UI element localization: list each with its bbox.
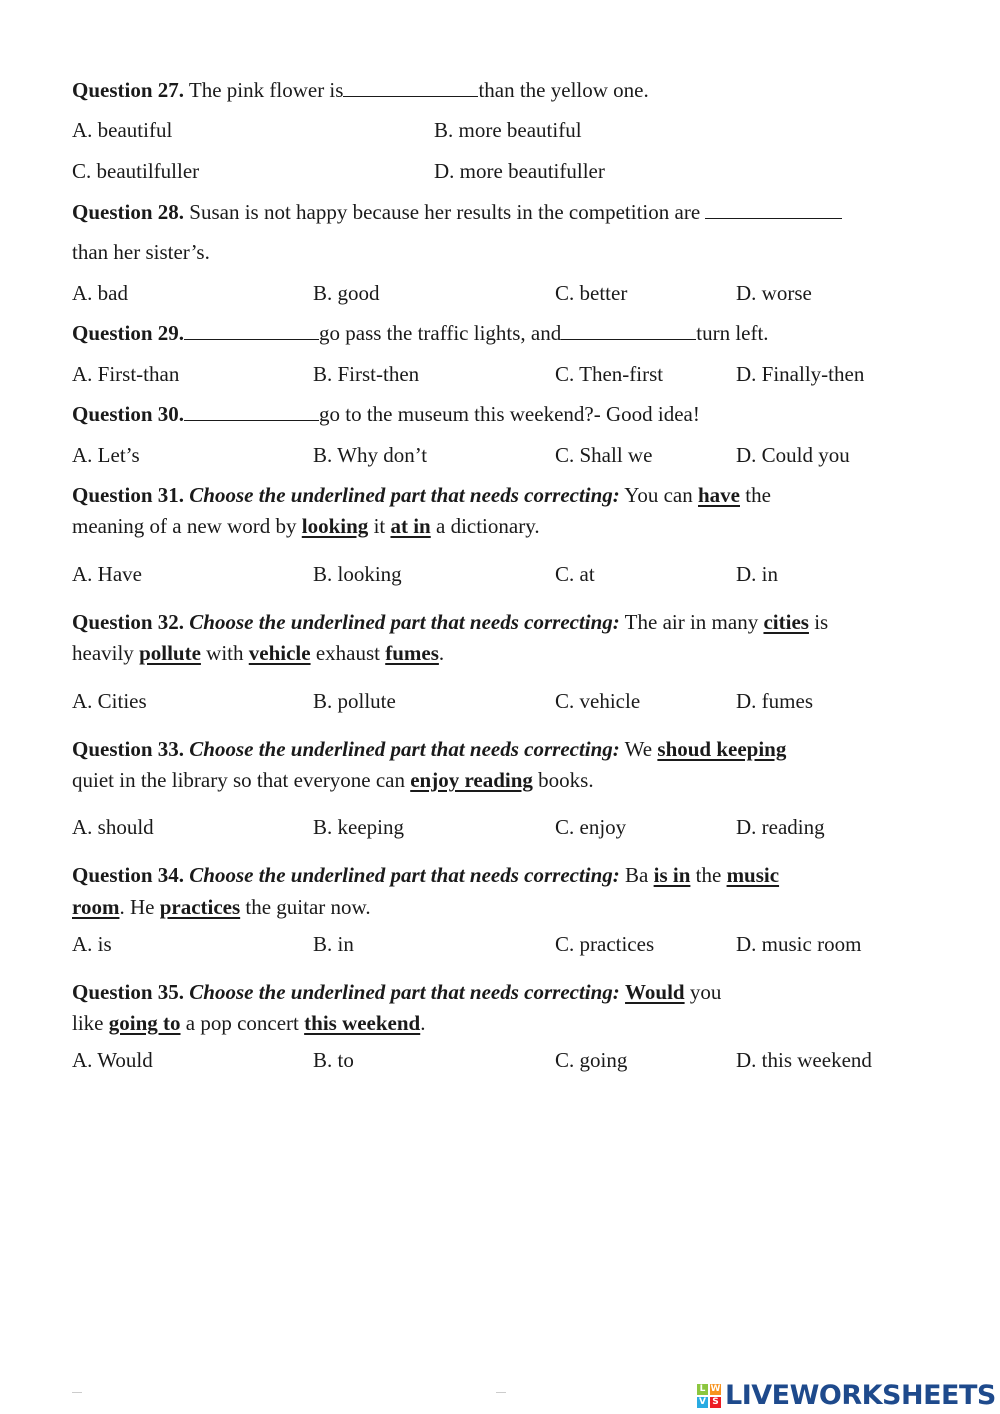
answer-blank[interactable] bbox=[184, 402, 319, 421]
question-text: like bbox=[72, 1011, 104, 1035]
underlined-part: practices bbox=[159, 895, 241, 919]
option-a[interactable]: A. bad bbox=[72, 281, 128, 305]
underlined-part: shoud keeping bbox=[657, 737, 787, 761]
question-text: the bbox=[745, 483, 771, 507]
underlined-part: Would bbox=[625, 980, 685, 1004]
question-33 bbox=[72, 737, 786, 761]
question-text: turn left. bbox=[696, 321, 769, 345]
option-a[interactable]: A. Would bbox=[72, 1048, 153, 1072]
footer-mark bbox=[496, 1392, 506, 1393]
underlined-part: enjoy reading bbox=[410, 768, 533, 792]
question-label: Question 35. bbox=[72, 980, 185, 1004]
question-text: go to the museum this weekend?- Good idea! bbox=[319, 402, 700, 426]
punctuation: . bbox=[438, 641, 445, 665]
underlined-part: music bbox=[726, 863, 780, 887]
question-text: heavily bbox=[72, 641, 134, 665]
question-label: Question 30. bbox=[72, 402, 185, 426]
option-b[interactable]: B. keeping bbox=[313, 815, 404, 839]
question-text: than the yellow one. bbox=[478, 78, 649, 102]
question-label: Question 32. bbox=[72, 610, 185, 634]
question-text: a pop concert bbox=[185, 1011, 299, 1035]
punctuation: . bbox=[420, 1011, 426, 1035]
logo-text: LIVEWORKSHEETS bbox=[725, 1380, 996, 1411]
question-label: Question 31. bbox=[72, 483, 185, 507]
option-d[interactable]: D. Finally-then bbox=[736, 362, 865, 386]
question-text: Ba bbox=[625, 863, 649, 887]
underlined-part: pollute bbox=[139, 641, 201, 665]
underlined-part: this weekend bbox=[304, 1011, 421, 1035]
logo-tile: L bbox=[697, 1384, 708, 1395]
option-c[interactable]: C. practices bbox=[555, 932, 655, 956]
option-a[interactable]: A. should bbox=[72, 815, 154, 839]
question-text: is bbox=[814, 610, 829, 634]
question-text: The air in many bbox=[624, 610, 759, 634]
question-30 bbox=[72, 402, 700, 426]
answer-blank[interactable] bbox=[561, 321, 696, 340]
option-b[interactable]: B. more beautiful bbox=[434, 118, 582, 142]
option-b[interactable]: B. in bbox=[313, 932, 354, 956]
underlined-part: vehicle bbox=[248, 641, 311, 665]
logo-tile: S bbox=[710, 1397, 721, 1408]
option-c[interactable]: C. Shall we bbox=[555, 443, 653, 467]
option-c[interactable]: C. at bbox=[555, 562, 595, 586]
underlined-part: going to bbox=[108, 1011, 181, 1035]
question-text: Susan is not happy because her results in the competition are bbox=[189, 200, 701, 224]
question-label: Question 34. bbox=[72, 863, 185, 887]
question-29 bbox=[72, 321, 769, 345]
answer-blank[interactable] bbox=[184, 321, 319, 340]
option-b[interactable]: B. good bbox=[313, 281, 380, 305]
underlined-part: at in bbox=[390, 514, 431, 538]
option-a[interactable]: A. Have bbox=[72, 562, 142, 586]
question-label: Question 27. bbox=[72, 78, 185, 102]
option-d[interactable]: D. music room bbox=[736, 932, 862, 956]
option-d[interactable]: D. this weekend bbox=[736, 1048, 872, 1072]
option-d[interactable]: D. in bbox=[736, 562, 778, 586]
question-28 bbox=[72, 200, 842, 224]
logo-tile: W bbox=[710, 1384, 721, 1394]
question-31 bbox=[72, 483, 771, 507]
question-text: books. bbox=[538, 768, 594, 792]
question-34-continued bbox=[72, 895, 371, 919]
option-b[interactable]: B. to bbox=[313, 1048, 354, 1072]
question-text: You can bbox=[624, 483, 693, 507]
question-32 bbox=[72, 610, 828, 634]
logo-tile: V bbox=[697, 1397, 708, 1408]
option-d[interactable]: D. Could you bbox=[736, 443, 850, 467]
underlined-part: fumes bbox=[385, 641, 439, 665]
question-35 bbox=[72, 980, 721, 1004]
option-a[interactable]: A. Cities bbox=[72, 689, 147, 713]
option-c[interactable]: C. beautilfuller bbox=[72, 159, 200, 183]
option-c[interactable]: C. Then-first bbox=[555, 362, 664, 386]
question-label: Question 28. bbox=[72, 200, 185, 224]
instruction-text: Choose the underlined part that needs correcting: bbox=[189, 610, 620, 634]
question-text: the bbox=[695, 863, 722, 887]
question-text: it bbox=[373, 514, 386, 538]
question-text: . He bbox=[119, 895, 155, 919]
option-a[interactable]: A. Let’s bbox=[72, 443, 140, 467]
option-b[interactable]: B. Why don’t bbox=[313, 443, 428, 467]
option-d[interactable]: D. reading bbox=[736, 815, 825, 839]
underlined-part: is in bbox=[653, 863, 691, 887]
question-text: The pink flower is bbox=[188, 78, 344, 102]
option-a[interactable]: A. First-than bbox=[72, 362, 180, 386]
option-c[interactable]: C. better bbox=[555, 281, 628, 305]
liveworksheets-logo[interactable] bbox=[697, 1380, 996, 1411]
answer-blank[interactable] bbox=[343, 78, 478, 97]
question-32-continued bbox=[72, 641, 444, 665]
question-34 bbox=[72, 863, 779, 887]
option-b[interactable]: B. looking bbox=[313, 562, 402, 586]
underlined-part: room bbox=[72, 895, 120, 919]
question-text: you bbox=[689, 980, 722, 1004]
question-text: go pass the traffic lights, and bbox=[319, 321, 562, 345]
logo-tiles-icon bbox=[697, 1384, 721, 1408]
option-d[interactable]: D. more beautifuller bbox=[434, 159, 605, 183]
option-d[interactable]: D. fumes bbox=[736, 689, 813, 713]
underlined-part: cities bbox=[763, 610, 809, 634]
option-c[interactable]: C. enjoy bbox=[555, 815, 627, 839]
underlined-part: have bbox=[698, 483, 740, 507]
answer-blank[interactable] bbox=[705, 200, 842, 219]
option-a[interactable]: A. is bbox=[72, 932, 112, 956]
option-d[interactable]: D. worse bbox=[736, 281, 812, 305]
instruction-text: Choose the underlined part that needs correcting: bbox=[189, 980, 620, 1004]
question-text: We bbox=[624, 737, 653, 761]
instruction-text: Choose the underlined part that needs correcting: bbox=[189, 863, 620, 887]
question-35-continued bbox=[72, 1011, 426, 1035]
question-text: quiet in the library so that everyone can bbox=[72, 768, 405, 792]
question-31-continued bbox=[72, 514, 540, 538]
question-text: meaning of a new word by bbox=[72, 514, 297, 538]
question-33-continued bbox=[72, 768, 594, 792]
question-label: Question 33. bbox=[72, 737, 185, 761]
option-c[interactable]: C. going bbox=[555, 1048, 628, 1072]
question-text-continued: than her sister’s. bbox=[72, 240, 210, 264]
instruction-text: Choose the underlined part that needs correcting: bbox=[189, 483, 620, 507]
instruction-text: Choose the underlined part that needs correcting: bbox=[189, 737, 620, 761]
question-text: with bbox=[206, 641, 244, 665]
question-text: exhaust bbox=[315, 641, 380, 665]
question-label: Question 29. bbox=[72, 321, 185, 345]
question-text: the guitar now. bbox=[245, 895, 371, 919]
option-b[interactable]: B. pollute bbox=[313, 689, 396, 713]
question-text: a dictionary. bbox=[436, 514, 540, 538]
option-c[interactable]: C. vehicle bbox=[555, 689, 641, 713]
option-a[interactable]: A. beautiful bbox=[72, 118, 173, 142]
option-b[interactable]: B. First-then bbox=[313, 362, 420, 386]
footer-mark bbox=[72, 1392, 82, 1393]
question-27 bbox=[72, 78, 649, 102]
underlined-part: looking bbox=[301, 514, 369, 538]
